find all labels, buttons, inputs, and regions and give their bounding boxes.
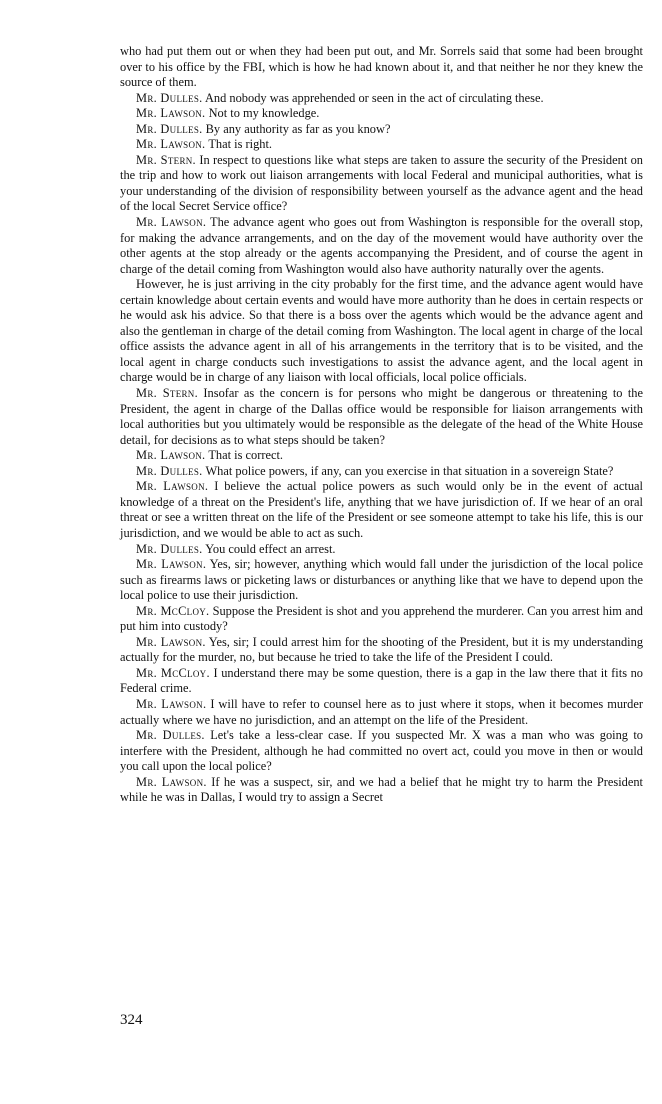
paragraph-11 xyxy=(120,479,643,541)
paragraph-7 xyxy=(120,277,643,386)
speaker-label: Mr. Lawson. xyxy=(136,696,207,711)
paragraph-text: By any authority as far as you know? xyxy=(205,121,391,136)
paragraph-1 xyxy=(120,91,643,107)
paragraph-text: Yes, sir; however, anything which would fall under the jurisdiction of the local police such as firearms laws or picketing laws or disturbances or anything like that we have to depend upon the local police to use their jurisdiction. xyxy=(120,557,643,603)
speaker-label: Mr. Stern. xyxy=(136,386,199,401)
paragraph-text: You could effect an arrest. xyxy=(205,541,336,556)
speaker-label: Mr. Stern. xyxy=(136,152,196,167)
paragraph-10 xyxy=(120,464,643,480)
paragraph-15 xyxy=(120,635,643,666)
speaker-label: Mr. Lawson. xyxy=(136,106,206,121)
paragraph-0 xyxy=(120,44,643,91)
speaker-label: Mr. McCloy. xyxy=(136,665,210,680)
paragraph-4 xyxy=(120,137,643,153)
speaker-label: Mr. Lawson. xyxy=(136,774,207,789)
paragraph-17 xyxy=(120,697,643,728)
paragraph-text: I believe the actual police powers as such would only be in the event of actual knowledge of a threat on the President's life, anything that we have jurisdiction of. If we hear of an oral threat or see a written threat on the life of the President or see someone attempt to take his life, this is our jurisdiction, and we would be able to act as such. xyxy=(120,479,643,540)
paragraph-2 xyxy=(120,106,643,122)
paragraph-9 xyxy=(120,448,643,464)
speaker-label: Mr. Dulles. xyxy=(136,121,203,136)
paragraph-text: I will have to refer to counsel here as to just where it stops, when it becomes murder actually where we have no jurisdiction, and an attempt on the life of the President. xyxy=(120,696,643,727)
page-number: 324 xyxy=(120,1012,143,1028)
paragraph-text: In respect to questions like what steps are taken to assure the security of the President on the trip and how to work out liaison arrangements with local Federal and municipal authorities, what is your understanding of the division of responsibility between yourself as the advance agent and the head of the local Secret Service office? xyxy=(120,152,644,214)
paragraph-19 xyxy=(120,775,643,806)
paragraph-14 xyxy=(120,604,643,635)
paragraph-8 xyxy=(120,386,643,448)
paragraph-text: Let's take a less-clear case. If you suspected Mr. X was a man who was going to interfere with the President, although he had committed no overt act, could you move in then or would you call upon the local police? xyxy=(120,728,643,774)
speaker-label: Mr. McCloy. xyxy=(136,603,210,618)
paragraph-text: And nobody was apprehended or seen in the act of circulating these. xyxy=(204,90,544,105)
speaker-label: Mr. Lawson. xyxy=(136,137,206,152)
paragraph-text: Insofar as the concern is for persons who might be dangerous or threatening to the President, the agent in charge of the Dallas office would be responsible for liaison arrangements with local authorities but you ultimately would be responsible as the delegate of the head of the White House detail, for decisions as to what steps should be taken? xyxy=(120,386,644,447)
paragraph-text: However, he is just arriving in the city probably for the first time, and the advance agent would have certain knowledge about certain events and would have more authority than he does in certain respects or he would ask his advice. So that there is a boss over the agents which would be the advance agent and also the gentleman in charge of the detail coming from Washington. The local agent in charge of the local office assists the advance agent in all of his arrangements in the territory that is to be visited, and the local agent in charge conducts such investigations to assist the advance agent, and the local agent in charge would be in charge of any liaison with local officials, local police officials. xyxy=(120,277,643,385)
transcript-page xyxy=(120,44,643,806)
paragraph-13 xyxy=(120,557,643,604)
paragraph-text: The advance agent who goes out from Washington is responsible for the overall stop, for making the advance arrangements, and on the day of the movement would have authority over the other agents at the stop already or the agents accompanying the President, and of course the agent in charge of the detail coming from Washington would also have authority naturally over the agents. xyxy=(120,215,643,276)
paragraph-18 xyxy=(120,728,643,775)
speaker-label: Mr. Dulles. xyxy=(136,463,203,478)
paragraph-text: That is right. xyxy=(208,137,273,152)
paragraph-16 xyxy=(120,666,643,697)
paragraph-5 xyxy=(120,153,643,215)
paragraph-12 xyxy=(120,542,643,558)
paragraph-text: What police powers, if any, can you exercise in that situation in a sovereign State? xyxy=(205,463,614,478)
paragraph-text: Suppose the President is shot and you apprehend the murderer. Can you arrest him and put him into custody? xyxy=(120,603,643,634)
speaker-label: Mr. Dulles. xyxy=(136,90,203,105)
paragraph-text: If he was a suspect, sir, and we had a belief that he might try to harm the President while he was in Dallas, I would try to assign a Secret xyxy=(120,774,643,805)
speaker-label: Mr. Lawson. xyxy=(136,448,206,463)
paragraph-text: who had put them out or when they had been put out, and Mr. Sorrels said that some had been brought over to his office by the FBI, which is how he had known about it, and that neither he nor they knew the source of them. xyxy=(120,44,643,90)
paragraph-text: That is correct. xyxy=(208,448,283,463)
paragraph-3 xyxy=(120,122,643,138)
speaker-label: Mr. Lawson. xyxy=(136,634,206,649)
speaker-label: Mr. Dulles. xyxy=(136,541,203,556)
speaker-label: Mr. Lawson. xyxy=(136,479,209,494)
speaker-label: Mr. Dulles. xyxy=(136,728,205,743)
speaker-label: Mr. Lawson. xyxy=(136,215,207,230)
speaker-label: Mr. Lawson. xyxy=(136,557,207,572)
paragraph-text: I understand there may be some question, there is a gap in the law there that it fits no Federal crime. xyxy=(120,665,643,696)
paragraph-text: Not to my knowledge. xyxy=(208,106,320,121)
paragraph-6 xyxy=(120,215,643,277)
paragraph-text: Yes, sir; I could arrest him for the shooting of the President, but it is my understanding actually for the murder, no, but because he tried to take the life of the President I could. xyxy=(120,634,644,665)
